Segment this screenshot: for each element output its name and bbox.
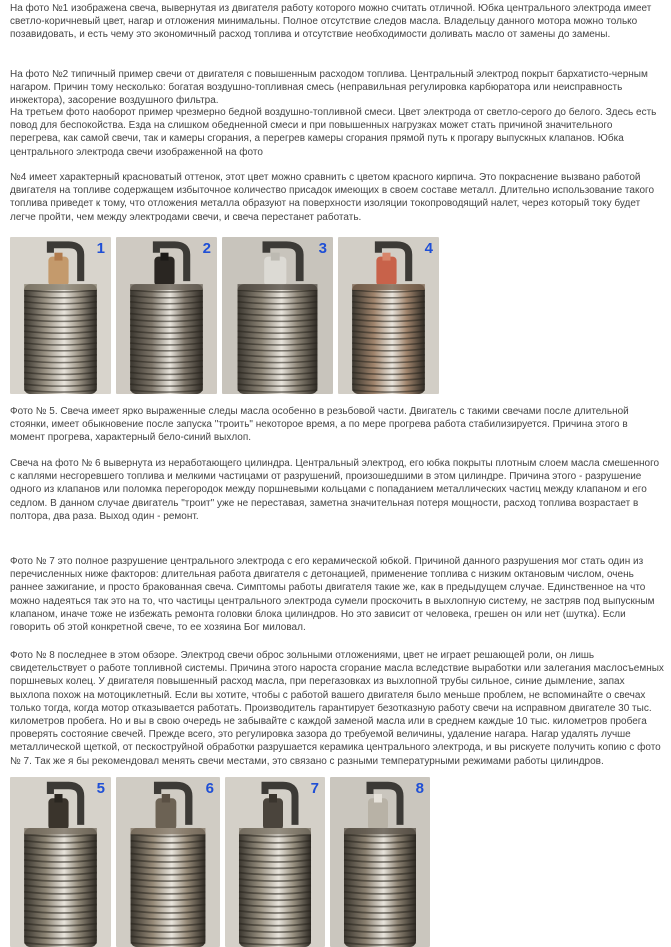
photo-number-7: 7 bbox=[310, 780, 319, 797]
paragraph-photo-7: Фото № 7 это полное разрушение центрального электрода с его керамической юбкой. Причиной данного разрушения мог стать один из перечисленных ниже факторов: длительная работа двигателя с детонацией, применение топлива с низким октановым числом, очень раннее зажигание, и просто бракованная свеча. Симптомы работы двигателя такие же, как в предыдущем случае. Единственное на что можно надеяться так это на то, что частицы центрального электрода сумели проскочить в выхлопную систему, не застряв под выпускным клапаном, иначе тоже не избежать ремонта головки блока цилиндров. Но это зависит от человека, грешен он или нет (шутка). Если говорить об этой конкретной свече, то ее хозяина Бог миловал. bbox=[10, 556, 655, 634]
spark-plug-photo-3 bbox=[222, 237, 333, 394]
center-electrode bbox=[382, 253, 390, 261]
insulator-tip bbox=[264, 257, 286, 286]
insulator-tip bbox=[154, 257, 174, 286]
insulator-tip bbox=[156, 798, 177, 830]
spark-plug-photo-7 bbox=[225, 777, 325, 947]
body-rim bbox=[352, 284, 425, 290]
body-rim bbox=[238, 284, 318, 290]
body-rim bbox=[344, 828, 416, 834]
spark-plug-photo-2 bbox=[116, 237, 217, 394]
photo-number-4: 4 bbox=[424, 240, 433, 257]
spark-plug-photo-5 bbox=[10, 777, 111, 947]
photo-number-3: 3 bbox=[318, 240, 327, 257]
paragraph-photo-1: На фото №1 изображена свеча, вывернутая из двигателя работу которого можно считать отличной. Юбка центрального электрода имеет светло-коричневый цвет, нагар и отложения минимальны. Полное отсутствие следов масла. Владельцу данного мотора можно только позавидовать, и есть чему это экономичный расход топлива и отсутствие необходимости доливать масло от замены до замены. bbox=[10, 3, 652, 41]
paragraph-photo-3: На третьем фото наоборот пример чрезмерно бедной воздушно-топливной смеси. Цвет электрода от светло-серого до белого. Здесь есть повод для беспокойства. Езда на слишком обедненной смеси и при повышенных нагрузках может стать причиной значительного перегрева, как самой свечи, так и камеры сгорания, а перегрев камеры сгорания прямой путь к прогару выпускных клапанов. Юбка центрального электрода свечи изображенной на фото bbox=[10, 107, 657, 158]
photo-number-6: 6 bbox=[205, 780, 214, 797]
paragraph-photo-2: На фото №2 типичный пример свечи от двигателя с повышенным расходом топлива. Центральный электрод покрыт бархатисто-черным нагаром. Причин тому несколько: богатая воздушно-топливная смесь (неправильная регулировка карбюратора или неисправность инжектора), засорение воздушного фильтра. bbox=[10, 69, 648, 107]
body-rim bbox=[130, 284, 203, 290]
spark-plug-photo-8 bbox=[330, 777, 430, 947]
photo-number-8: 8 bbox=[415, 780, 424, 797]
spark-plug-photo-1 bbox=[10, 237, 111, 394]
body-rim bbox=[24, 284, 97, 290]
center-electrode bbox=[271, 253, 280, 261]
center-electrode bbox=[269, 794, 277, 803]
body-rim bbox=[239, 828, 311, 834]
body-rim bbox=[24, 828, 97, 834]
paragraph-photo-4: №4 имеет характерный красноватый оттенок, этот цвет можно сравнить с цветом красного кирпича. Это покраснение вызвано работой двигателя на топливе содержащем избыточное количество присадок имеющих в своем составе металл. Длительно использование такого топлива приведет к тому, что отложения металла образуют на поверхности изоляции токопроводящий налет, через который току будет легче пройти, чем между электродами свечи, и свеча перестанет работать. bbox=[10, 172, 655, 223]
body-rim bbox=[131, 828, 206, 834]
center-electrode bbox=[54, 794, 62, 803]
photo-number-5: 5 bbox=[96, 780, 105, 797]
paragraph-photo-8: Фото № 8 последнее в этом обзоре. Электрод свечи оброс зольными отложениями, цвет не играет решающей роли, он лишь свидетельствует о работе топливной системы. Причина этого нароста сгорание масла вследствие выработки или залегания маслосъемных поршневых колец. У двигателя повышенный расход масла, при перегазовках из выхлопной трубы сильное, синие дымление, запах выхлопа похож на мотоциклетный. Если вы хотите, чтобы с работой вашего двигателя было меньше проблем, не вспоминайте о свечах только тогда, когда мотор отказывается работать. Производитель гарантирует безотказную работу свечи на исправном двигателе 30 тыс. километров пробега. Но и вы в свою очередь не забывайте с каждой заменой масла или в среднем каждые 10 тыс. километров пробега проверять состояние свечей. Прежде всего, это регулировка зазора до требуемой величины, удаление нагара. Нагар удалять лучше металлической щеткой, от пескоструйной обработки разрушается керамика центрального электрода, и вы рискуете получить копию с фото № 7. Так же я бы рекомендовал менять свечи местами, это связано с разными температурными режимами работы цилиндров. bbox=[10, 650, 664, 767]
insulator-tip bbox=[376, 257, 396, 286]
insulator-tip bbox=[263, 798, 283, 830]
center-electrode bbox=[374, 794, 382, 803]
insulator-tip bbox=[48, 798, 68, 830]
center-electrode bbox=[160, 253, 168, 261]
spark-plug-photo-4 bbox=[338, 237, 439, 394]
center-electrode bbox=[162, 794, 170, 803]
paragraph-photo-5: Фото № 5. Свеча имеет ярко выраженные следы масла особенно в резьбовой части. Двигатель с такими свечами после длительной стоянки, имеет обыкновение после запуска "троить" некоторое время, а по мере прогрева работа стабилизируется. Причина этого в момент прогрева, характерный бело-синий выхлоп. bbox=[10, 406, 629, 444]
photo-number-2: 2 bbox=[202, 240, 211, 257]
insulator-tip bbox=[48, 257, 68, 286]
center-electrode bbox=[54, 253, 62, 261]
photo-number-1: 1 bbox=[96, 240, 105, 257]
insulator-tip bbox=[368, 798, 388, 830]
spark-plug-photo-6 bbox=[116, 777, 220, 947]
paragraph-photo-6: Свеча на фото № 6 вывернута из неработающего цилиндра. Центральный электрод, его юбка покрыты плотным слоем масла смешенного с каплями несгоревшего топлива и мелкими частицами от разрушений, произошедшими в этом цилиндре. Причина этого - разрушение одного из клапанов или поломка перегородок между поршневыми кольцами с попаданием металлических частиц между клапаном и его седлом. В данном случае двигатель "троит" уже не переставая, заметна значительная потеря мощности, расход топлива возрастает в полтора, два раза. Выход один - ремонт. bbox=[10, 458, 660, 522]
